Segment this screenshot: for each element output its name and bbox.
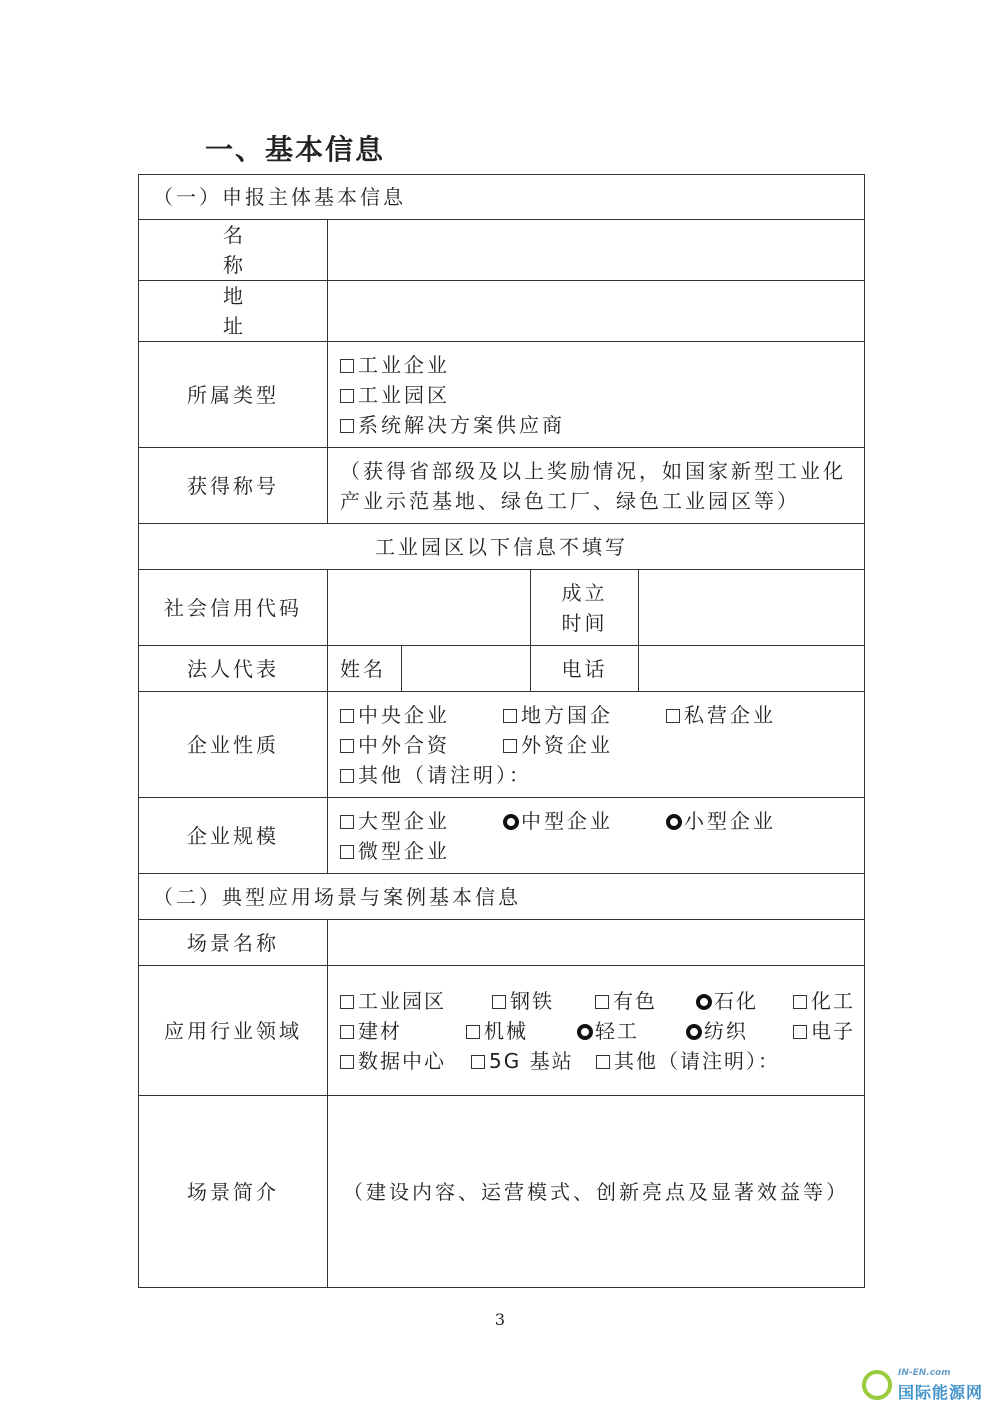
checkbox-icon [471, 1055, 485, 1069]
established-field[interactable] [639, 570, 865, 646]
nature-option-local-state[interactable]: 地方国企 [503, 700, 666, 730]
address-label: 地 址 [139, 281, 328, 342]
page-number: 3 [494, 1310, 506, 1329]
industry-option-other[interactable]: 其他（请注明）： [596, 1046, 780, 1076]
checkbox-icon [340, 389, 354, 403]
scale-option-small[interactable]: 小型企业 [666, 806, 776, 836]
industry-option-park[interactable]: 工业园区 [340, 986, 492, 1016]
checkbox-icon [492, 995, 506, 1009]
scene-intro-field[interactable]: （建设内容、运营模式、创新亮点及显著效益等） [328, 1096, 865, 1288]
checkbox-icon [666, 709, 680, 723]
industry-option-5g-base-station[interactable]: 5G 基站 [471, 1046, 596, 1076]
section1-title: （一）申报主体基本信息 [139, 175, 865, 220]
checkbox-icon [340, 739, 354, 753]
selected-marker-icon [686, 1024, 702, 1040]
industry-option-textile[interactable]: 纺织 [686, 1016, 793, 1046]
nature-option-private[interactable]: 私营企业 [666, 700, 776, 730]
nature-option-other[interactable]: 其他（请注明）： [340, 760, 532, 790]
checkbox-icon [340, 709, 354, 723]
credit-code-field[interactable] [328, 570, 531, 646]
name-field[interactable] [328, 220, 865, 281]
name-label: 名 称 [139, 220, 328, 281]
credit-code-label: 社会信用代码 [139, 570, 328, 646]
nature-options [328, 692, 865, 798]
honor-hint[interactable]: （获得省部级及以上奖励情况，如国家新型工业化产业示范基地、绿色工厂、绿色工业园区等） [328, 448, 865, 524]
checkbox-icon [793, 995, 807, 1009]
checkbox-icon [793, 1025, 807, 1039]
scale-label: 企业规模 [139, 798, 328, 874]
type-options [328, 342, 865, 448]
logo-icon [862, 1370, 892, 1400]
checkbox-icon [503, 739, 517, 753]
checkbox-icon [466, 1025, 480, 1039]
checkbox-icon [340, 845, 354, 859]
checkbox-icon [340, 419, 354, 433]
checkbox-icon [340, 815, 354, 829]
nature-option-central[interactable]: 中央企业 [340, 700, 503, 730]
checkbox-icon [503, 709, 517, 723]
industry-option-data-center[interactable]: 数据中心 [340, 1046, 471, 1076]
watermark-logo [862, 1368, 992, 1406]
watermark-brand: IN-EN.com [898, 1368, 951, 1378]
page-heading: 一、基本信息 [205, 133, 386, 166]
industry-option-light-industry[interactable]: 轻工 [577, 1016, 686, 1046]
legal-rep-label: 法人代表 [139, 646, 328, 692]
scene-intro-label: 场景简介 [139, 1096, 328, 1288]
selected-marker-icon [666, 814, 682, 830]
checkbox-icon [340, 1025, 354, 1039]
industry-option-steel[interactable]: 钢铁 [492, 986, 595, 1016]
legal-name-label: 姓名 [328, 646, 402, 692]
checkbox-icon [595, 995, 609, 1009]
type-option-industrial-park[interactable]: 工业园区 [340, 380, 450, 410]
park-notice: 工业园区以下信息不填写 [139, 524, 865, 570]
scale-options [328, 798, 865, 874]
scene-name-field[interactable] [328, 920, 865, 966]
industry-option-machinery[interactable]: 机械 [466, 1016, 577, 1046]
address-field[interactable] [328, 281, 865, 342]
type-option-industrial-enterprise[interactable]: 工业企业 [340, 350, 450, 380]
type-label: 所属类型 [139, 342, 328, 448]
nature-option-joint-venture[interactable]: 中外合资 [340, 730, 503, 760]
industry-option-electronics[interactable]: 电子 [793, 1016, 855, 1046]
checkbox-icon [340, 769, 354, 783]
established-label: 成立时间 [531, 570, 639, 646]
info-table [138, 174, 865, 1288]
legal-name-field[interactable] [402, 646, 531, 692]
industry-option-chemical[interactable]: 化工 [793, 986, 855, 1016]
watermark-name: 国际能源网 [898, 1383, 984, 1402]
scale-option-medium[interactable]: 中型企业 [503, 806, 666, 836]
phone-field[interactable] [639, 646, 865, 692]
section2-title: （二）典型应用场景与案例基本信息 [139, 874, 865, 920]
type-option-solution-provider[interactable]: 系统解决方案供应商 [340, 410, 565, 440]
selected-marker-icon [696, 994, 712, 1010]
phone-label: 电话 [531, 646, 639, 692]
checkbox-icon [596, 1055, 610, 1069]
industry-label: 应用行业领域 [139, 966, 328, 1096]
industry-option-building-materials[interactable]: 建材 [340, 1016, 466, 1046]
nature-label: 企业性质 [139, 692, 328, 798]
selected-marker-icon [577, 1024, 593, 1040]
selected-marker-icon [503, 814, 519, 830]
nature-option-foreign[interactable]: 外资企业 [503, 730, 613, 760]
checkbox-icon [340, 1055, 354, 1069]
checkbox-icon [340, 359, 354, 373]
industry-option-nonferrous[interactable]: 有色 [595, 986, 696, 1016]
scene-name-label: 场景名称 [139, 920, 328, 966]
honor-label: 获得称号 [139, 448, 328, 524]
scale-option-large[interactable]: 大型企业 [340, 806, 503, 836]
scale-option-micro[interactable]: 微型企业 [340, 836, 450, 866]
industry-option-petrochemical[interactable]: 石化 [696, 986, 793, 1016]
industry-options [328, 966, 865, 1096]
checkbox-icon [340, 995, 354, 1009]
